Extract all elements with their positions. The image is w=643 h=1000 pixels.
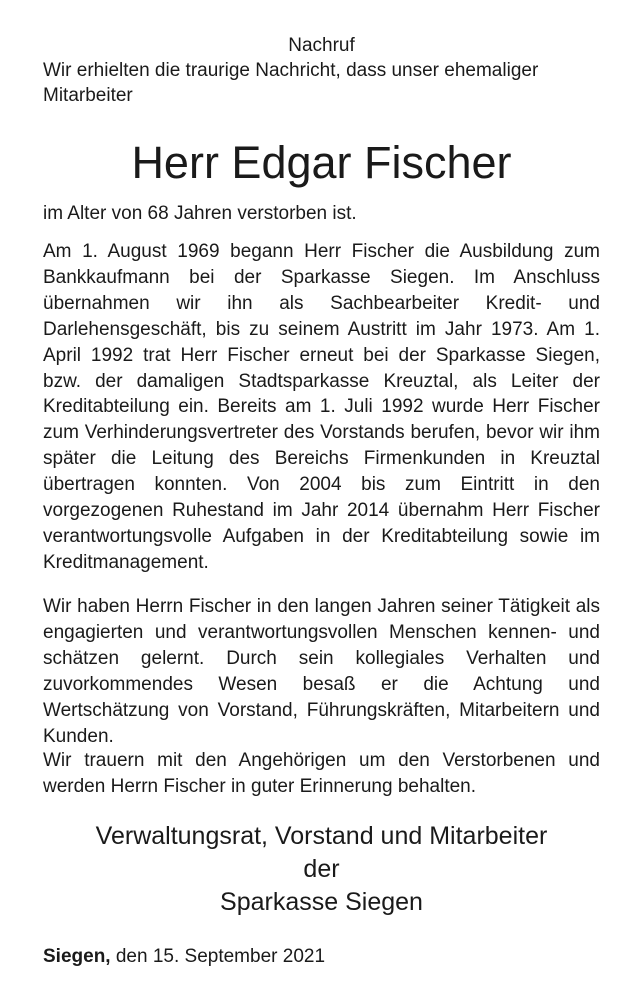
deceased-name: Herr Edgar Fischer [131, 137, 512, 188]
intro-text: Wir erhielten die traurige Nachricht, dass unser ehemaliger Mitarbeiter [43, 60, 539, 106]
age-line: im Alter von 68 Jahren verstorben ist. [43, 203, 357, 224]
signature-line-2: der [303, 855, 340, 883]
career-paragraph: Am 1. August 1969 begann Herr Fischer die Ausbildung zum Bankkaufmann bei der Sparkasse Siegen. Im Anschluss übernahmen wir ihn als Sachbearbeiter Kredit- und Darlehensgeschäft, bis zu seinem Austritt im Jahr 1973. Am 1. April 1992 trat Herr Fischer erneut bei der Sparkasse Siegen, bzw. der damaligen Stadtsparkasse Kreuztal, als Leiter der Kreditabteilung ein. Bereits am 1. Juli 1992 wurde Herr Fischer zum Verhinderungsvertreter des Vorstands berufen, bevor wir ihm später die Leitung des Bereichs Firmenkunden in Kreuztal übertragen konnten. Von 2004 bis zum Eintritt in den vorgezogenen Ruhestand im Jahr 2014 übernahm Herr Fischer verantwortungsvolle Aufgaben in der Kreditabteilung sowie im Kreditmanagement. [43, 241, 600, 573]
notice-heading: Nachruf [288, 35, 355, 56]
place-name: Siegen, [43, 946, 111, 967]
signature-line-1: Verwaltungsrat, Vorstand und Mitarbeiter [95, 822, 548, 850]
signature-line-3: Sparkasse Siegen [220, 888, 423, 916]
signature-block [43, 820, 600, 919]
place-date-line [43, 944, 600, 969]
mourning-paragraph: Wir trauern mit den Angehörigen um den Verstorbenen und werden Herrn Fischer in guter Erinnerung behalten. [43, 750, 600, 797]
appreciation-paragraph: Wir haben Herrn Fischer in den langen Jahren seiner Tätigkeit als engagierten und verantwortungsvollen Menschen kennen- und schätzen gelernt. Durch sein kollegiales Verhalten und zuvorkommendes Wesen besaß er die Achtung und Wertschätzung von Vorstand, Führungskräften, Mitarbeitern und Kunden. [43, 596, 600, 747]
date-text: den 15. September 2021 [110, 946, 326, 967]
